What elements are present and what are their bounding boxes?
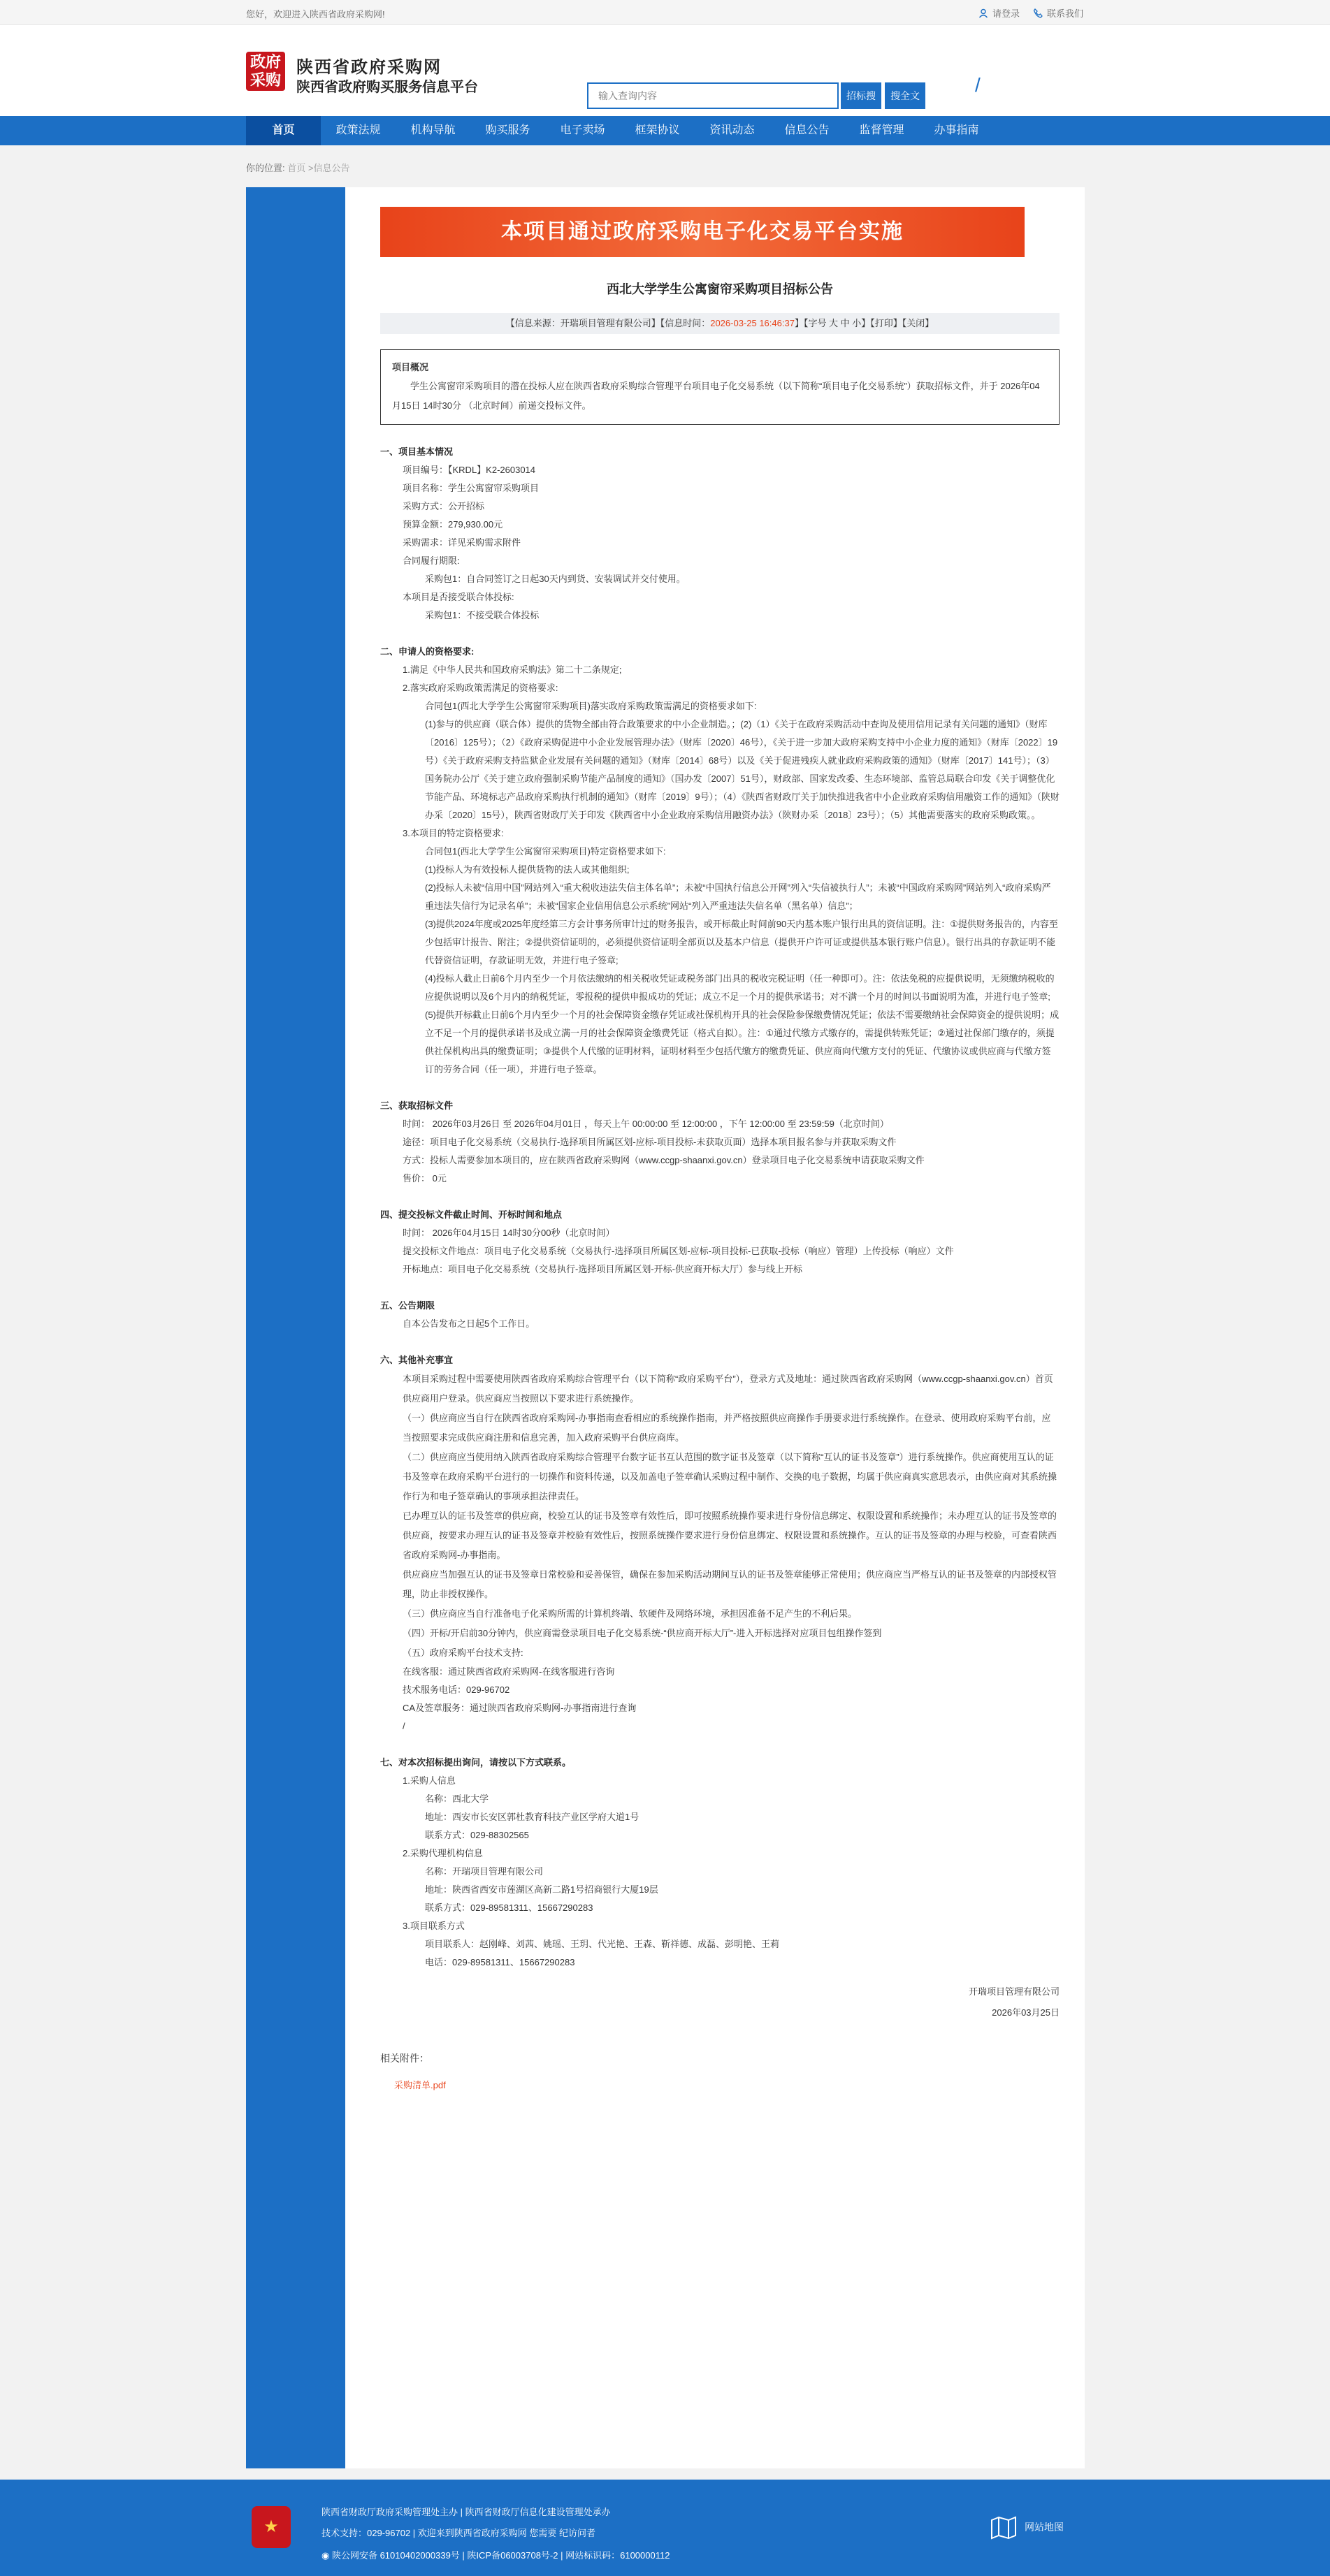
- search-input[interactable]: [587, 82, 839, 109]
- meta-tools[interactable]: 】【字号 大 中 小】【打印】【关闭】: [794, 318, 934, 328]
- consortium-pkg1: 采购包1：不接受联合体投标: [425, 610, 540, 620]
- user-icon: [978, 8, 988, 18]
- site-subtitle: 陕西省政府购买服务信息平台: [296, 80, 478, 95]
- contact-line: 电话：029-89581311、15667290283: [425, 1957, 575, 1967]
- fulltext-search-button[interactable]: 搜全文: [885, 82, 925, 109]
- contact-link[interactable]: [1033, 6, 1083, 20]
- contact-heading: 2.采购代理机构信息: [403, 1848, 483, 1858]
- deadline-time: 时间： 2026年04月15日 14时30分00秒（北京时间）: [403, 1228, 615, 1238]
- contact-heading: 3.项目联系方式: [403, 1921, 465, 1931]
- paragraph: /: [403, 1721, 405, 1731]
- paragraph: CA及签章服务：通过陕西省政府采购网-办事指南进行查询: [403, 1703, 637, 1713]
- section-heading: 二、申请人的资格要求:: [380, 646, 475, 657]
- paragraph: （二）供应商应当使用纳入陕西省政府采购综合管理平台数字证书互认范围的数字证书及签章（以下简称“互认的证书及签章”）进行系统操作。供应商使用互认的证书及签章在政府采购平台进行的一切操作和资料传递，以及加盖电子签章确认采购过程中制作、交换的电子数据，均属于供应商真实意思表示，由供应商对其系统操作行为和电子签章确认的事项承担法律责任。: [403, 1452, 1057, 1501]
- list-item: 合同包1(西北大学学生公寓窗帘采购项目)特定资格要求如下:: [425, 846, 666, 857]
- overview-box: [380, 349, 1060, 425]
- signature-date: 2026年03月25日: [992, 2007, 1060, 2018]
- list-item: 2.落实政府采购政策需满足的资格要求:: [403, 683, 558, 693]
- section-heading: 四、提交投标文件截止时间、开标时间和地点: [380, 1209, 563, 1220]
- section-heading: 七、对本次招标提出询问，请按以下方式联系。: [380, 1757, 572, 1768]
- section-6: [380, 1351, 1060, 1735]
- obtain-price: 售价： 0元: [403, 1173, 447, 1184]
- e-platform-banner: 本项目通过政府采购电子化交易平台实施: [380, 207, 1025, 257]
- contract-period-label: 合同履行期限:: [403, 555, 460, 566]
- contact-line: 名称：开瑞项目管理有限公司: [425, 1866, 544, 1877]
- nav-supervision[interactable]: 监督管理: [859, 124, 904, 136]
- phone-icon: [1033, 8, 1043, 18]
- bid-search-button[interactable]: 招标搜: [841, 82, 881, 109]
- section-2: [380, 643, 1060, 1079]
- meta-date: 2026-03-25 16:46:37: [710, 318, 795, 328]
- paragraph: 供应商应当加强互认的证书及签章日常校验和妥善保管，确保在参加采购活动期间互认的证书及签章能够正常使用；供应商应当严格互认的证书及签章的内部授权管理，防止非授权操作。: [403, 1569, 1057, 1599]
- welcome-text: 您好，欢迎进入陕西省政府采购网!: [246, 9, 385, 20]
- main-nav: [0, 116, 1330, 145]
- logo-text-bottom: 采购: [250, 71, 281, 89]
- list-item: (3)提供2024年度或2025年度经第三方会计事务所审计过的财务报告，或开标截止时间前90天内基本账户银行出具的资信证明。注：①提供财务报告的，内容至少包括审计报告、附注；②提供资信证明的，必须提供资信证明全部页以及基本户信息（提供开户许可证或提供基本银行账户信息）。银行出具的存款证明不能代替资信证明，存款证明无效，并进行电子签章;: [425, 919, 1058, 966]
- main-panel: [246, 187, 1085, 2468]
- list-item: 1.满足《中华人民共和国政府采购法》第二十二条规定;: [403, 664, 622, 675]
- procurement-method: 采购方式：公开招标: [403, 501, 485, 511]
- paragraph: （三）供应商应当自行准备电子化采购所需的计算机终端、软硬件及网络环境，承担因准备不足产生的不利后果。: [403, 1608, 858, 1619]
- side-column: [246, 187, 345, 2468]
- site-id: 网站标识码：6100000112: [565, 2550, 670, 2561]
- obtain-time: 时间： 2026年03月26日 至 2026年04月01日 ，每天上午 00:00:00 至 12:00:00 ，下午 12:00:00 至 23:59:59（北京时间）: [403, 1119, 889, 1129]
- breadcrumb-prefix: 你的位置:: [246, 163, 285, 173]
- map-icon: [990, 2515, 1018, 2540]
- nav-news[interactable]: 资讯动态: [709, 124, 755, 136]
- sitemap-label: 网站地图: [1025, 2522, 1064, 2533]
- section-1: [380, 443, 1060, 625]
- section-heading: 六、其他补充事宜: [380, 1355, 454, 1365]
- header: [0, 25, 1330, 116]
- paragraph: （五）政府采购平台技术支持:: [403, 1647, 523, 1658]
- procurement-demand: 采购需求：详见采购需求附件: [403, 537, 521, 548]
- police-record[interactable]: 陕公网安备 61010402000339号: [331, 2550, 460, 2561]
- top-bar: [0, 0, 1330, 25]
- contact-label: 联系我们: [1047, 8, 1084, 19]
- open-location: 开标地点：项目电子化交易系统（交易执行-选择项目所属区划-开标-供应商开标大厅）参与线上开标: [403, 1264, 802, 1274]
- header-slash: /: [975, 74, 981, 96]
- list-item: (4)投标人截止日前6个月内至少一个月依法缴纳的相关税收凭证或税务部门出具的税收完税证明（任一种即可）。注：依法免税的应提供说明，无须缴纳税收的应提供说明以及6个月内的纳税凭证，零报税的提供申报成功的凭证；成立不足一个月的提供承诺书；对不满一个月的时间以书面说明为准，并进行电子签章;: [425, 973, 1055, 1002]
- contact-line: 地址：陕西省西安市莲湖区高新二路1号招商银行大厦19层: [425, 1884, 658, 1895]
- nav-agencies[interactable]: 机构导航: [410, 124, 456, 136]
- signature-block: [380, 1981, 1060, 2023]
- footer-support: 技术支持：029-96702 | 欢迎来到陕西省政府采购网 您需要 纪访问者: [321, 2528, 595, 2538]
- government-emblem-icon[interactable]: ★: [252, 2506, 291, 2548]
- icp-record[interactable]: 陕ICP备06003708号-2: [467, 2550, 558, 2561]
- project-number: 项目编号：【KRDL】K2-2603014: [403, 465, 536, 475]
- submit-location: 提交投标文件地点：项目电子化交易系统（交易执行-选择项目所属区划-应标-项目投标-已获取-投标（响应）管理）上传投标（响应）文件: [403, 1246, 954, 1256]
- contact-line: 联系方式：029-89581311、15667290283: [425, 1902, 593, 1913]
- paragraph: 在线客服：通过陕西省政府采购网-在线客服进行咨询: [403, 1666, 615, 1677]
- contact-line: 名称：西北大学: [425, 1793, 489, 1804]
- nav-announcements[interactable]: 信息公告: [784, 124, 830, 136]
- nav-home[interactable]: 首页: [246, 116, 321, 145]
- section-5: [380, 1297, 1060, 1333]
- footer: [0, 2480, 1330, 2576]
- paragraph: 本项目采购过程中需要使用陕西省政府采购综合管理平台（以下简称“政府采购平台”），登录方式及地址：通过陕西省政府采购网（www.ccgp-shaanxi.gov.cn）首页供应商用户登录。供应商应当按照以下要求进行系统操作。: [403, 1374, 1053, 1404]
- overview-text: 学生公寓窗帘采购项目的潜在投标人应在陕西省政府采购综合管理平台项目电子化交易系统（以下简称“项目电子化交易系统”）获取招标文件，并于 2026年04月15日 14时30分 （北京时间）前递交投标文件。: [392, 381, 1040, 411]
- section-heading: 五、公告期限: [380, 1300, 435, 1311]
- section-heading: 三、获取招标文件: [380, 1100, 454, 1111]
- nav-guide[interactable]: 办事指南: [934, 124, 979, 136]
- list-item: 合同包1(西北大学学生公寓窗帘采购项目)落实政府采购政策需满足的资格要求如下:: [425, 701, 757, 711]
- list-item: (5)提供开标截止日前6个月内至少一个月的社会保障资金缴存凭证或社保机构开具的社会保险参保缴费情况凭证；依法不需要缴纳社会保障资金的提供说明；成立不足一个月的提供承诺书及成立满一月的社会保障资金缴费凭证（格式自拟）。注：①通过代缴方式缴存的，需提供转账凭证；②通过社保部门缴存的，须提供社保机构出具的缴费证明；③提供个人代缴的证明材料，证明材料至少包括代缴方的缴费凭证、供应商向代缴方支付的凭证、代缴协议或供应商与代缴方签订的劳务合同（任一项），并进行电子签章。: [425, 1010, 1060, 1075]
- nav-purchase-service[interactable]: 购买服务: [485, 124, 530, 136]
- login-link[interactable]: [978, 6, 1020, 20]
- section-4: [380, 1206, 1060, 1279]
- attachments: [380, 2051, 1060, 2091]
- section-7: [380, 1754, 1060, 1972]
- nav-e-mall[interactable]: 电子卖场: [560, 124, 605, 136]
- paragraph: （一）供应商应当自行在陕西省政府采购网-办事指南查看相应的系统操作指南，并严格按照供应商操作手册要求进行系统操作。在登录、使用政府采购平台前，应当按照要求完成供应商注册和信息完善，加入政府采购平台供应商库。: [403, 1413, 1051, 1443]
- article-content: [380, 201, 1060, 2091]
- section-3: [380, 1097, 1060, 1188]
- budget-amount: 预算金额：279,930.00元: [403, 519, 503, 530]
- site-logo[interactable]: [246, 52, 285, 91]
- nav-framework[interactable]: 框架协议: [635, 124, 680, 136]
- overview-title: 项目概况: [392, 362, 429, 372]
- logo-text-top: 政府: [250, 53, 281, 71]
- list-item: (2)投标人未被“信用中国”网站列入“重大税收违法失信主体名单”；未被“中国执行信息公开网”列入“失信被执行人”；未被“中国政府采购网”网站列入“政府采购严重违法失信行为记录名单”；未被“国家企业信用信息公示系统”网站“列入严重违法失信名单（黑名单）信息”；: [425, 882, 1051, 911]
- meta-source: 【信息来源：开瑞项目管理有限公司】【信息时间：: [505, 318, 711, 328]
- obtain-way: 途径：项目电子化交易系统（交易执行-选择项目所属区划-应标-项目投标-未获取页面）选择本项目报名参与并获取采购文件: [403, 1137, 897, 1147]
- breadcrumb: [246, 161, 349, 174]
- notice-period: 自本公告发布之日起5个工作日。: [403, 1318, 535, 1329]
- list-item: (1)投标人为有效投标人提供货物的法人或其他组织;: [425, 864, 630, 875]
- consortium-label: 本项目是否接受联合体投标:: [403, 592, 514, 602]
- footer-registration: ◉ 陕公网安备 61010402000339号 | 陕ICP备06003708号-2 | 网站标识码：6100000112: [321, 2550, 670, 2561]
- paragraph: （四）开标/开启前30分钟内，供应商需登录项目电子化交易系统-“供应商开标大厅”-进入开标选择对应项目包组操作签到: [403, 1628, 882, 1638]
- paragraph: 技术服务电话：029-96702: [403, 1684, 510, 1695]
- footer-sponsor: 陕西省财政厅政府采购管理处主办 | 陕西省财政厅信息化建设管理处承办: [321, 2507, 611, 2517]
- contract-period-pkg1: 采购包1：自合同签订之日起30天内到货、安装调试并交付使用。: [425, 574, 686, 584]
- attachment-link[interactable]: 采购清单.pdf: [394, 2080, 446, 2090]
- site-name: 陕西省政府采购网: [296, 58, 442, 77]
- login-label: 请登录: [992, 8, 1020, 19]
- section-heading: 一、项目基本情况: [380, 446, 454, 457]
- list-item: 3.本项目的特定资格要求:: [403, 828, 504, 838]
- police-badge-icon: ◉: [321, 2550, 330, 2561]
- contact-line: 地址：西安市长安区郭杜教育科技产业区学府大道1号: [425, 1812, 639, 1822]
- list-item: (1)参与的供应商（联合体）提供的货物全部由符合政策要求的中小企业制造。；(2)（1）《关于在政府采购活动中查询及使用信用记录有关问题的通知》（财库〔2016〕125号）；（2）《政府采购促进中小企业发展管理办法》（财库〔2020〕46号），《关于进一步加大政府采购支持中小企业力度的通知》（财库〔2022〕19 号）《关于政府采购支持监狱企业发展有关问题的通知》（财库〔2014〕68号）以及《关于促进残疾人就业政府采购政策的通知》（财库〔2017〕141号）；（3）国务院办公厅《关于建立政府强制采购节能产品制度的通知》（国办发〔2007〕51号），财政部、国家发改委、生态环境部、监管总局联合印发《关于调整优化节能产品、环境标志产品政府采购执行机制的通知》（财库〔2019〕9号）；（4）《陕西省财政厅关于加快推进我省中小企业政府采购信用融资工作的通知》（陕财办采〔2020〕15号），陕西省财政厅关于印发《陕西省中小企业政府采购信用融资办法》（陕财办采〔2018〕23号）；（5）其他需要落实的政府采购政策。。: [425, 719, 1060, 820]
- contact-heading: 1.采购人信息: [403, 1775, 456, 1786]
- contact-line: 项目联系人：赵刚峰、刘茜、姚瑶、王玥、代光艳、王森、靳祥德、成磊、彭明艳、王莉: [425, 1939, 780, 1949]
- page-title: 西北大学学生公寓窗帘采购项目招标公告: [607, 282, 833, 296]
- contact-line: 联系方式：029-88302565: [425, 1830, 529, 1840]
- project-name: 项目名称：学生公寓窗帘采购项目: [403, 483, 540, 493]
- nav-policy[interactable]: 政策法规: [335, 124, 381, 136]
- obtain-method: 方式：投标人需要参加本项目的，应在陕西省政府采购网（www.ccgp-shaanxi.gov.cn）登录项目电子化交易系统申请获取采购文件: [403, 1155, 925, 1165]
- sitemap-link[interactable]: [990, 2515, 1064, 2540]
- info-meta-bar: [380, 313, 1060, 334]
- paragraph: 已办理互认的证书及签章的供应商，校验互认的证书及签章有效性后，即可按照系统操作要求进行身份信息绑定、权限设置和系统操作；未办理互认的证书及签章的供应商，按要求办理互认的证书及签章并校验有效性后，按照系统操作要求进行身份信息绑定、权限设置和系统操作。互认的证书及签章的办理与校验，可查看陕西省政府采购网-办事指南。: [403, 1511, 1057, 1560]
- breadcrumb-path[interactable]: 首页 >信息公告: [287, 163, 350, 173]
- attachments-title: 相关附件：: [380, 2053, 429, 2064]
- signature-org: 开瑞项目管理有限公司: [968, 1986, 1060, 1997]
